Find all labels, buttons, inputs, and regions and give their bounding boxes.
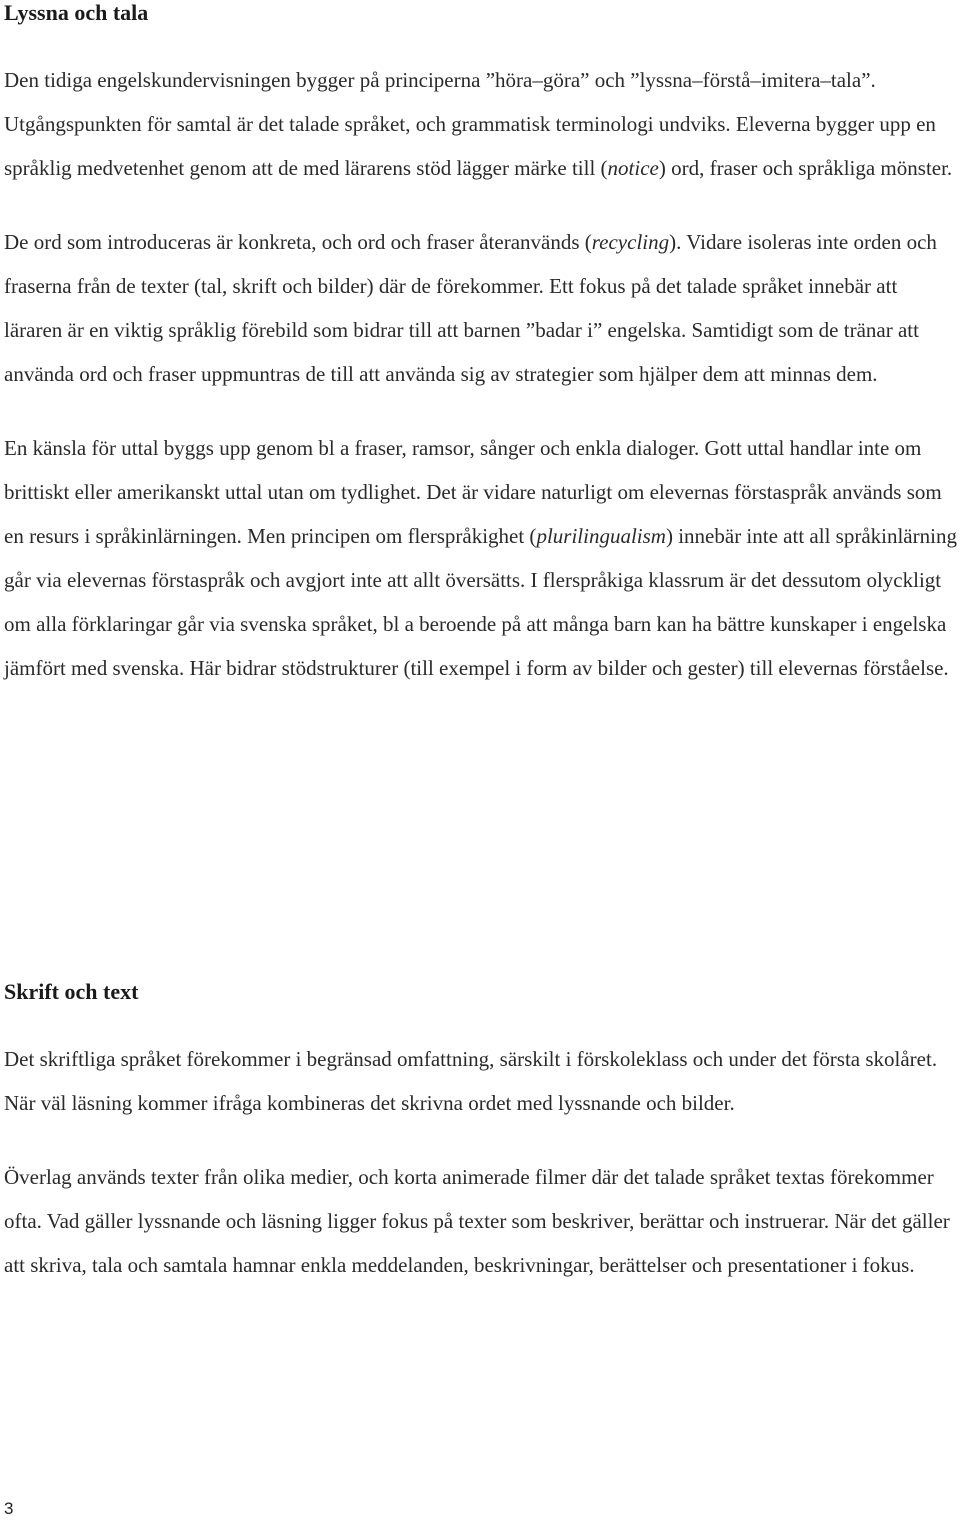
paragraph: De ord som introduceras är konkreta, och ord och fraser återanvänds (recycling). Vidare isoleras inte orden och fraserna från de texter (tal, skrift och bilder) där de förekommer. Ett fokus på det talade språket innebär att läraren är en viktig språklig förebild som bidrar till att barnen ”badar i” engelska. Samtidigt som de tränar att använda ord och fraser uppmuntras de till att använda sig av strategier som hjälper dem att minnas dem. [4,230,937,386]
section-lyssna-och-tala [4,0,958,690]
paragraph: Det skriftliga språket förekommer i begränsad omfattning, särskilt i förskoleklass och under det första skolåret. När väl läsning kommer ifråga kombineras det skrivna ordet med lyssnande och bilder. [4,1047,938,1115]
paragraph: Den tidiga engelskundervisningen bygger på principerna ”höra–göra” och ”lyssna–förstå–imitera–tala”. Utgångspunkten för samtal är det talade språket, och grammatisk terminologi undviks. Eleverna bygger upp en språklig medvetenhet genom att de med lärarens stöd lägger märke till (notice) ord, fraser och språkliga mönster. [4,68,953,180]
paragraph: Överlag används texter från olika medier, och korta animerade filmer där det talade språket textas förekommer ofta. Vad gäller lyssnande och läsning ligger fokus på texter som beskriver, berättar och instruerar. När det gäller att skriva, tala och samtala hamnar enkla meddelanden, beskrivningar, berättelser och presentationer i fokus. [4,1165,950,1277]
italic-term: plurilingualism [536,524,666,548]
section-heading: Skrift och text [4,979,139,1004]
italic-term: notice [607,156,659,180]
paragraph: En känsla för uttal byggs upp genom bl a fraser, ramsor, sånger och enkla dialoger. Gott uttal handlar inte om brittiskt eller amerikanskt uttal utan om tydlighet. Det är vidare naturligt om elevernas förstaspråk används som en resurs i språkinlärningen. Men principen om flerspråkighet (plurilingualism) innebär inte att all språkinlärning går via elevernas förstaspråk och avgjort inte att allt översätts. I flerspråkiga klassrum är det dessutom olyckligt om alla förklaringar går via svenska språket, bl a beroende på att många barn kan ha bättre kunskaper i engelska jämfört med svenska. Här bidrar stödstrukturer (till exempel i form av bilder och gester) till elevernas förståelse. [4,436,957,680]
section-heading: Lyssna och tala [4,0,149,25]
page-number: 3 [4,1499,14,1518]
italic-term: recycling [591,230,670,254]
section-skrift-och-text [4,979,958,1287]
